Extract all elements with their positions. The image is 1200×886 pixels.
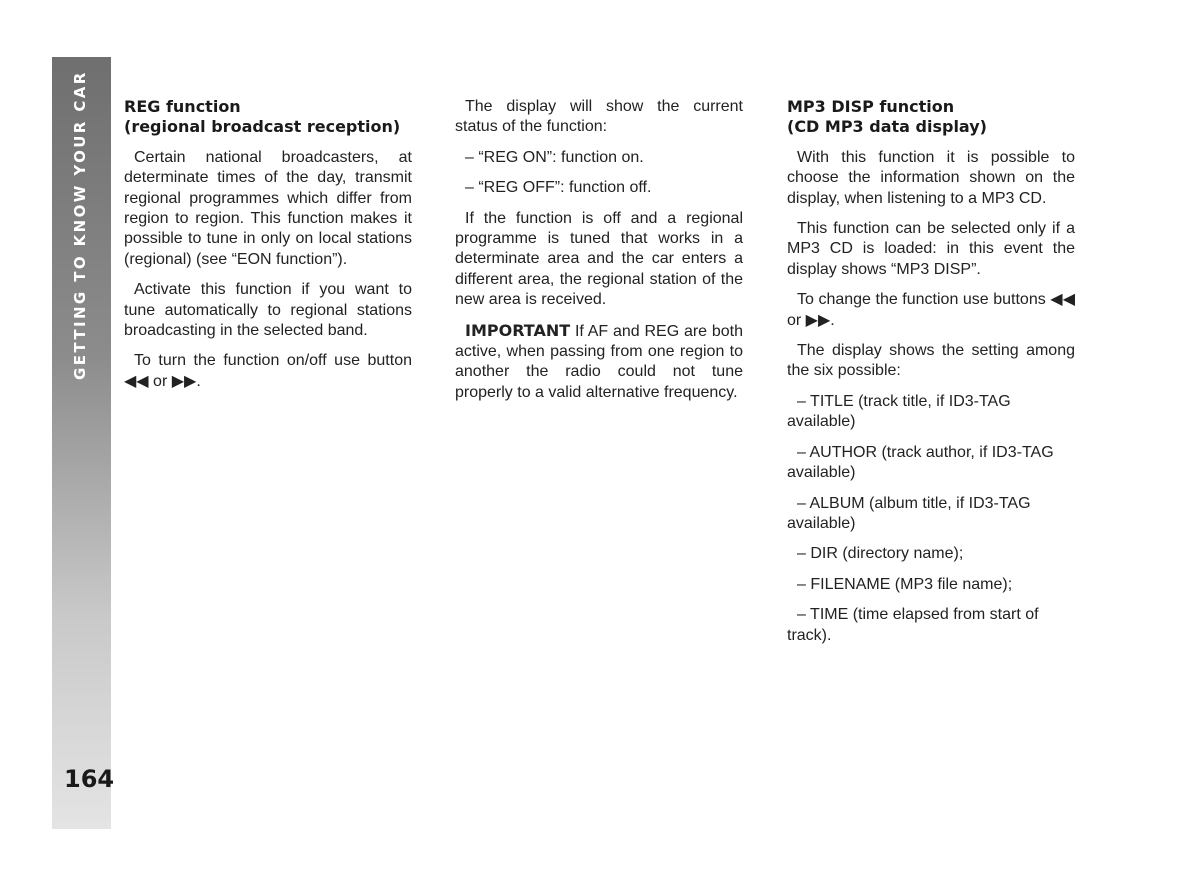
reg-paragraph-3: To turn the function on/off use button ◀◀ or ▶▶. — [124, 352, 412, 390]
mp3-option-title: – TITLE (track title, if ID3-TAG available) — [787, 392, 1011, 431]
mp3-disp-heading-line2: (CD MP3 data display) — [787, 117, 987, 137]
mp3-disp-heading-line1: MP3 DISP function — [787, 97, 955, 116]
reg-function-heading-line1: REG function — [124, 97, 241, 116]
page-number: 164 — [64, 765, 115, 793]
mp3-option-author: – AUTHOR (track author, if ID3-TAG available) — [787, 443, 1054, 482]
mp3-option-album: – ALBUM (album title, if ID3-TAG available) — [787, 494, 1031, 532]
mp3-disp-heading — [787, 97, 1075, 138]
mp3-paragraph-3: To change the function use buttons ◀◀ or ▶▶. — [787, 291, 1075, 329]
mp3-paragraph-4: The display shows the setting among the six possible: — [787, 342, 1075, 380]
mp3-option-time: – TIME (time elapsed from start of track). — [787, 606, 1039, 644]
reg-on-item: – “REG ON”: function on. — [465, 148, 644, 166]
reg-function-heading — [124, 97, 412, 138]
mp3-option-filename: – FILENAME (MP3 file name); — [797, 575, 1013, 593]
mp3-option-dir: – DIR (directory name); — [797, 545, 964, 563]
reg-function-heading-line2: (regional broadcast reception) — [124, 117, 401, 137]
column-reg-status — [455, 97, 743, 413]
important-label: IMPORTANT — [465, 320, 571, 340]
mp3-paragraph-1: With this function it is possible to choose the information shown on the display, when listening to a MP3 CD. — [787, 148, 1075, 207]
side-tab-title: GETTING TO KNOW YOUR CAR — [71, 70, 89, 380]
reg-paragraph-1: Certain national broadcasters, at determinate times of the day, transmit regional programmes which differ from region to region. This function makes it possible to tune in only on local stations (regional) (see “EON function”). — [124, 148, 412, 268]
important-text: If AF and REG are both active, when passing from one region to another the radio could not tune properly to a valid alternative frequency. — [455, 322, 743, 401]
mp3-paragraph-2: This function can be selected only if a MP3 CD is loaded: in this event the display shows “MP3 DISP”. — [787, 220, 1075, 278]
column-reg-function — [124, 97, 412, 402]
column-mp3-disp — [787, 97, 1075, 656]
reg-off-item: – “REG OFF”: function off. — [465, 179, 652, 197]
reg-status-paragraph: The display will show the current status of the function: — [455, 98, 743, 136]
reg-paragraph-2: Activate this function if you want to tune automatically to regional stations broadcasting in the selected band. — [124, 281, 412, 340]
important-note — [455, 321, 743, 404]
reg-off-explanation: If the function is off and a regional programme is tuned that works in a determinate area and the car enters a different area, the regional station of the new area is received. — [455, 209, 743, 309]
